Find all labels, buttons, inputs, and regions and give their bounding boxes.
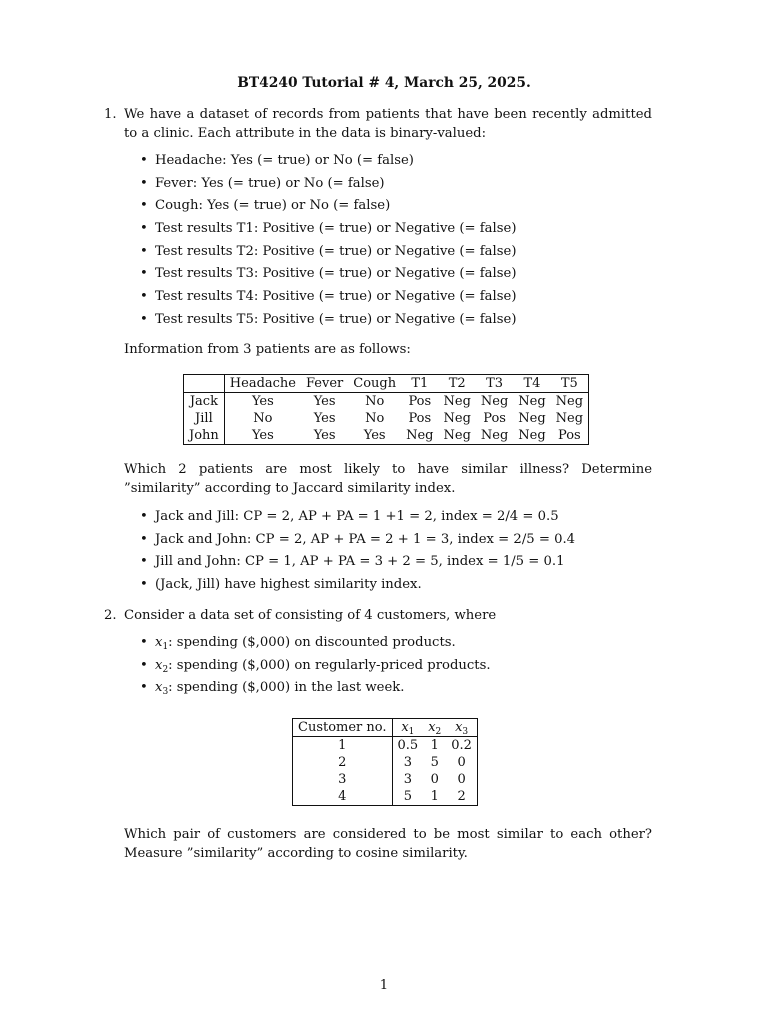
list-item: • $x_1$: spending ($,000) on discounted products. bbox=[140, 633, 491, 656]
list-item: • $x_3$: spending ($,000) in the last week. bbox=[140, 678, 491, 701]
question-1-prompt: Which 2 patients are most likely to have similar illness? Determine ”similarity” according to Jaccard similarity index. bbox=[124, 462, 652, 496]
table-cell: Neg bbox=[443, 411, 471, 426]
table-cell: 0 bbox=[430, 772, 439, 787]
table-cell: Yes bbox=[313, 411, 336, 426]
table-cell: Pos bbox=[408, 394, 432, 409]
table-cell: 5 bbox=[430, 755, 439, 770]
table-cell: Neg bbox=[518, 428, 546, 443]
table-cell: 1 bbox=[430, 738, 439, 753]
table-header-row bbox=[293, 719, 478, 737]
table-cell: Pos bbox=[483, 411, 506, 426]
table-header-cell: Customer no. bbox=[293, 719, 393, 737]
table-row bbox=[184, 393, 589, 411]
table-row bbox=[293, 754, 478, 771]
table-header-cell: T1 bbox=[401, 375, 438, 393]
table-cell: No bbox=[365, 411, 385, 426]
customers-table bbox=[292, 718, 478, 806]
table-header-cell: T2 bbox=[439, 375, 476, 393]
table-cell: Pos bbox=[558, 428, 581, 443]
list-item: • Headache: Yes (= true) or No (= false) bbox=[140, 151, 516, 174]
table-header-cell: T5 bbox=[551, 375, 589, 393]
table-row bbox=[184, 410, 589, 427]
table-cell: 3 bbox=[293, 771, 393, 788]
table-cell: Yes bbox=[251, 394, 274, 409]
table-cell: 0 bbox=[457, 772, 466, 787]
list-item: • (Jack, Jill) have highest similarity index. bbox=[140, 575, 575, 598]
table-header-cell: T4 bbox=[513, 375, 550, 393]
list-item: • Test results T2: Positive (= true) or Negative (= false) bbox=[140, 242, 516, 265]
table-cell: 0.5 bbox=[397, 738, 419, 753]
table-row bbox=[293, 737, 478, 755]
list-item: • Cough: Yes (= true) or No (= false) bbox=[140, 196, 516, 219]
list-item: • Test results T4: Positive (= true) or Negative (= false) bbox=[140, 287, 516, 310]
table-row bbox=[293, 788, 478, 806]
table-header-cell: T3 bbox=[476, 375, 513, 393]
table-header-cell: Cough bbox=[348, 375, 401, 393]
variable-symbol: $x_3$ bbox=[155, 680, 169, 698]
question-2-prompt: Which pair of customers are considered to be most similar to each other? Measure ”similarity” according to cosine similarity. bbox=[124, 827, 652, 861]
table-header-cell: $x_2$ bbox=[423, 719, 446, 737]
table-cell: Neg bbox=[518, 394, 546, 409]
answer-list bbox=[140, 507, 575, 598]
variable-symbol: $x_2$ bbox=[155, 657, 169, 675]
table-cell: Yes bbox=[363, 428, 386, 443]
table-cell: Jack bbox=[184, 393, 225, 411]
list-item: • Test results T3: Positive (= true) or Negative (= false) bbox=[140, 264, 516, 287]
table-cell: Pos bbox=[408, 411, 432, 426]
list-item: • Jill and John: CP = 1, AP + PA = 3 + 2 = 5, index = 1/5 = 0.1 bbox=[140, 552, 575, 575]
patients-table bbox=[183, 374, 589, 445]
table-header-cell: Headache bbox=[224, 375, 301, 393]
patients-info-text: Information from 3 patients are as follows: bbox=[124, 342, 411, 357]
table-cell: Neg bbox=[518, 411, 546, 426]
table-cell: Neg bbox=[480, 394, 509, 409]
table-cell: 5 bbox=[403, 789, 412, 804]
table-cell: Neg bbox=[480, 428, 509, 443]
table-row bbox=[184, 427, 589, 445]
table-header-cell: $x_1$ bbox=[392, 719, 423, 737]
question-2-number: 2. bbox=[104, 608, 117, 623]
table-row bbox=[293, 771, 478, 788]
question-1-number: 1. bbox=[104, 107, 117, 122]
question-2-intro: Consider a data set of consisting of 4 customers, where bbox=[124, 608, 497, 623]
table-cell: Neg bbox=[555, 394, 584, 409]
variable-list bbox=[140, 633, 491, 701]
list-item: • Test results T1: Positive (= true) or Negative (= false) bbox=[140, 219, 516, 242]
table-cell: No bbox=[365, 394, 385, 409]
table-cell: 1 bbox=[430, 789, 439, 804]
table-cell: Yes bbox=[313, 428, 336, 443]
attribute-list bbox=[140, 151, 516, 333]
table-cell: 1 bbox=[293, 737, 393, 755]
table-header-row bbox=[184, 375, 589, 393]
table-cell: Neg bbox=[555, 411, 584, 426]
table-cell: John bbox=[184, 427, 225, 445]
table-cell: 3 bbox=[403, 755, 412, 770]
list-item: • Test results T5: Positive (= true) or Negative (= false) bbox=[140, 310, 516, 333]
table-header-cell: $x_3$ bbox=[446, 719, 477, 737]
table-cell: Neg bbox=[406, 428, 434, 443]
table-cell: Jill bbox=[184, 410, 225, 427]
table-cell: 0.2 bbox=[451, 738, 472, 753]
table-cell: 2 bbox=[293, 754, 393, 771]
list-item: • Jack and John: CP = 2, AP + PA = 2 + 1 = 3, index = 2/5 = 0.4 bbox=[140, 530, 575, 553]
table-cell: 0 bbox=[457, 755, 466, 770]
table-cell: No bbox=[253, 411, 273, 426]
question-1-intro: We have a dataset of records from patients that have been recently admitted to a clinic. Each attribute in the data is binary-valued: bbox=[124, 107, 652, 141]
variable-symbol: $x_1$ bbox=[155, 635, 169, 652]
table-cell: 4 bbox=[293, 788, 393, 806]
table-cell: 2 bbox=[457, 789, 466, 804]
table-cell: Yes bbox=[313, 394, 336, 409]
list-item: • Jack and Jill: CP = 2, AP + PA = 1 +1 = 2, index = 2/4 = 0.5 bbox=[140, 507, 575, 530]
list-item: • Fever: Yes (= true) or No (= false) bbox=[140, 174, 516, 197]
table-cell: Yes bbox=[251, 428, 274, 443]
page-title: BT4240 Tutorial # 4, March 25, 2025. bbox=[237, 75, 531, 91]
page-number: 1 bbox=[379, 978, 389, 993]
table-cell: 3 bbox=[403, 772, 412, 787]
table-header-cell: Fever bbox=[301, 375, 348, 393]
table-cell: Neg bbox=[443, 394, 471, 409]
list-item: • $x_2$: spending ($,000) on regularly-priced products. bbox=[140, 656, 491, 679]
table-header-cell bbox=[184, 375, 225, 393]
table-cell: Neg bbox=[443, 428, 471, 443]
